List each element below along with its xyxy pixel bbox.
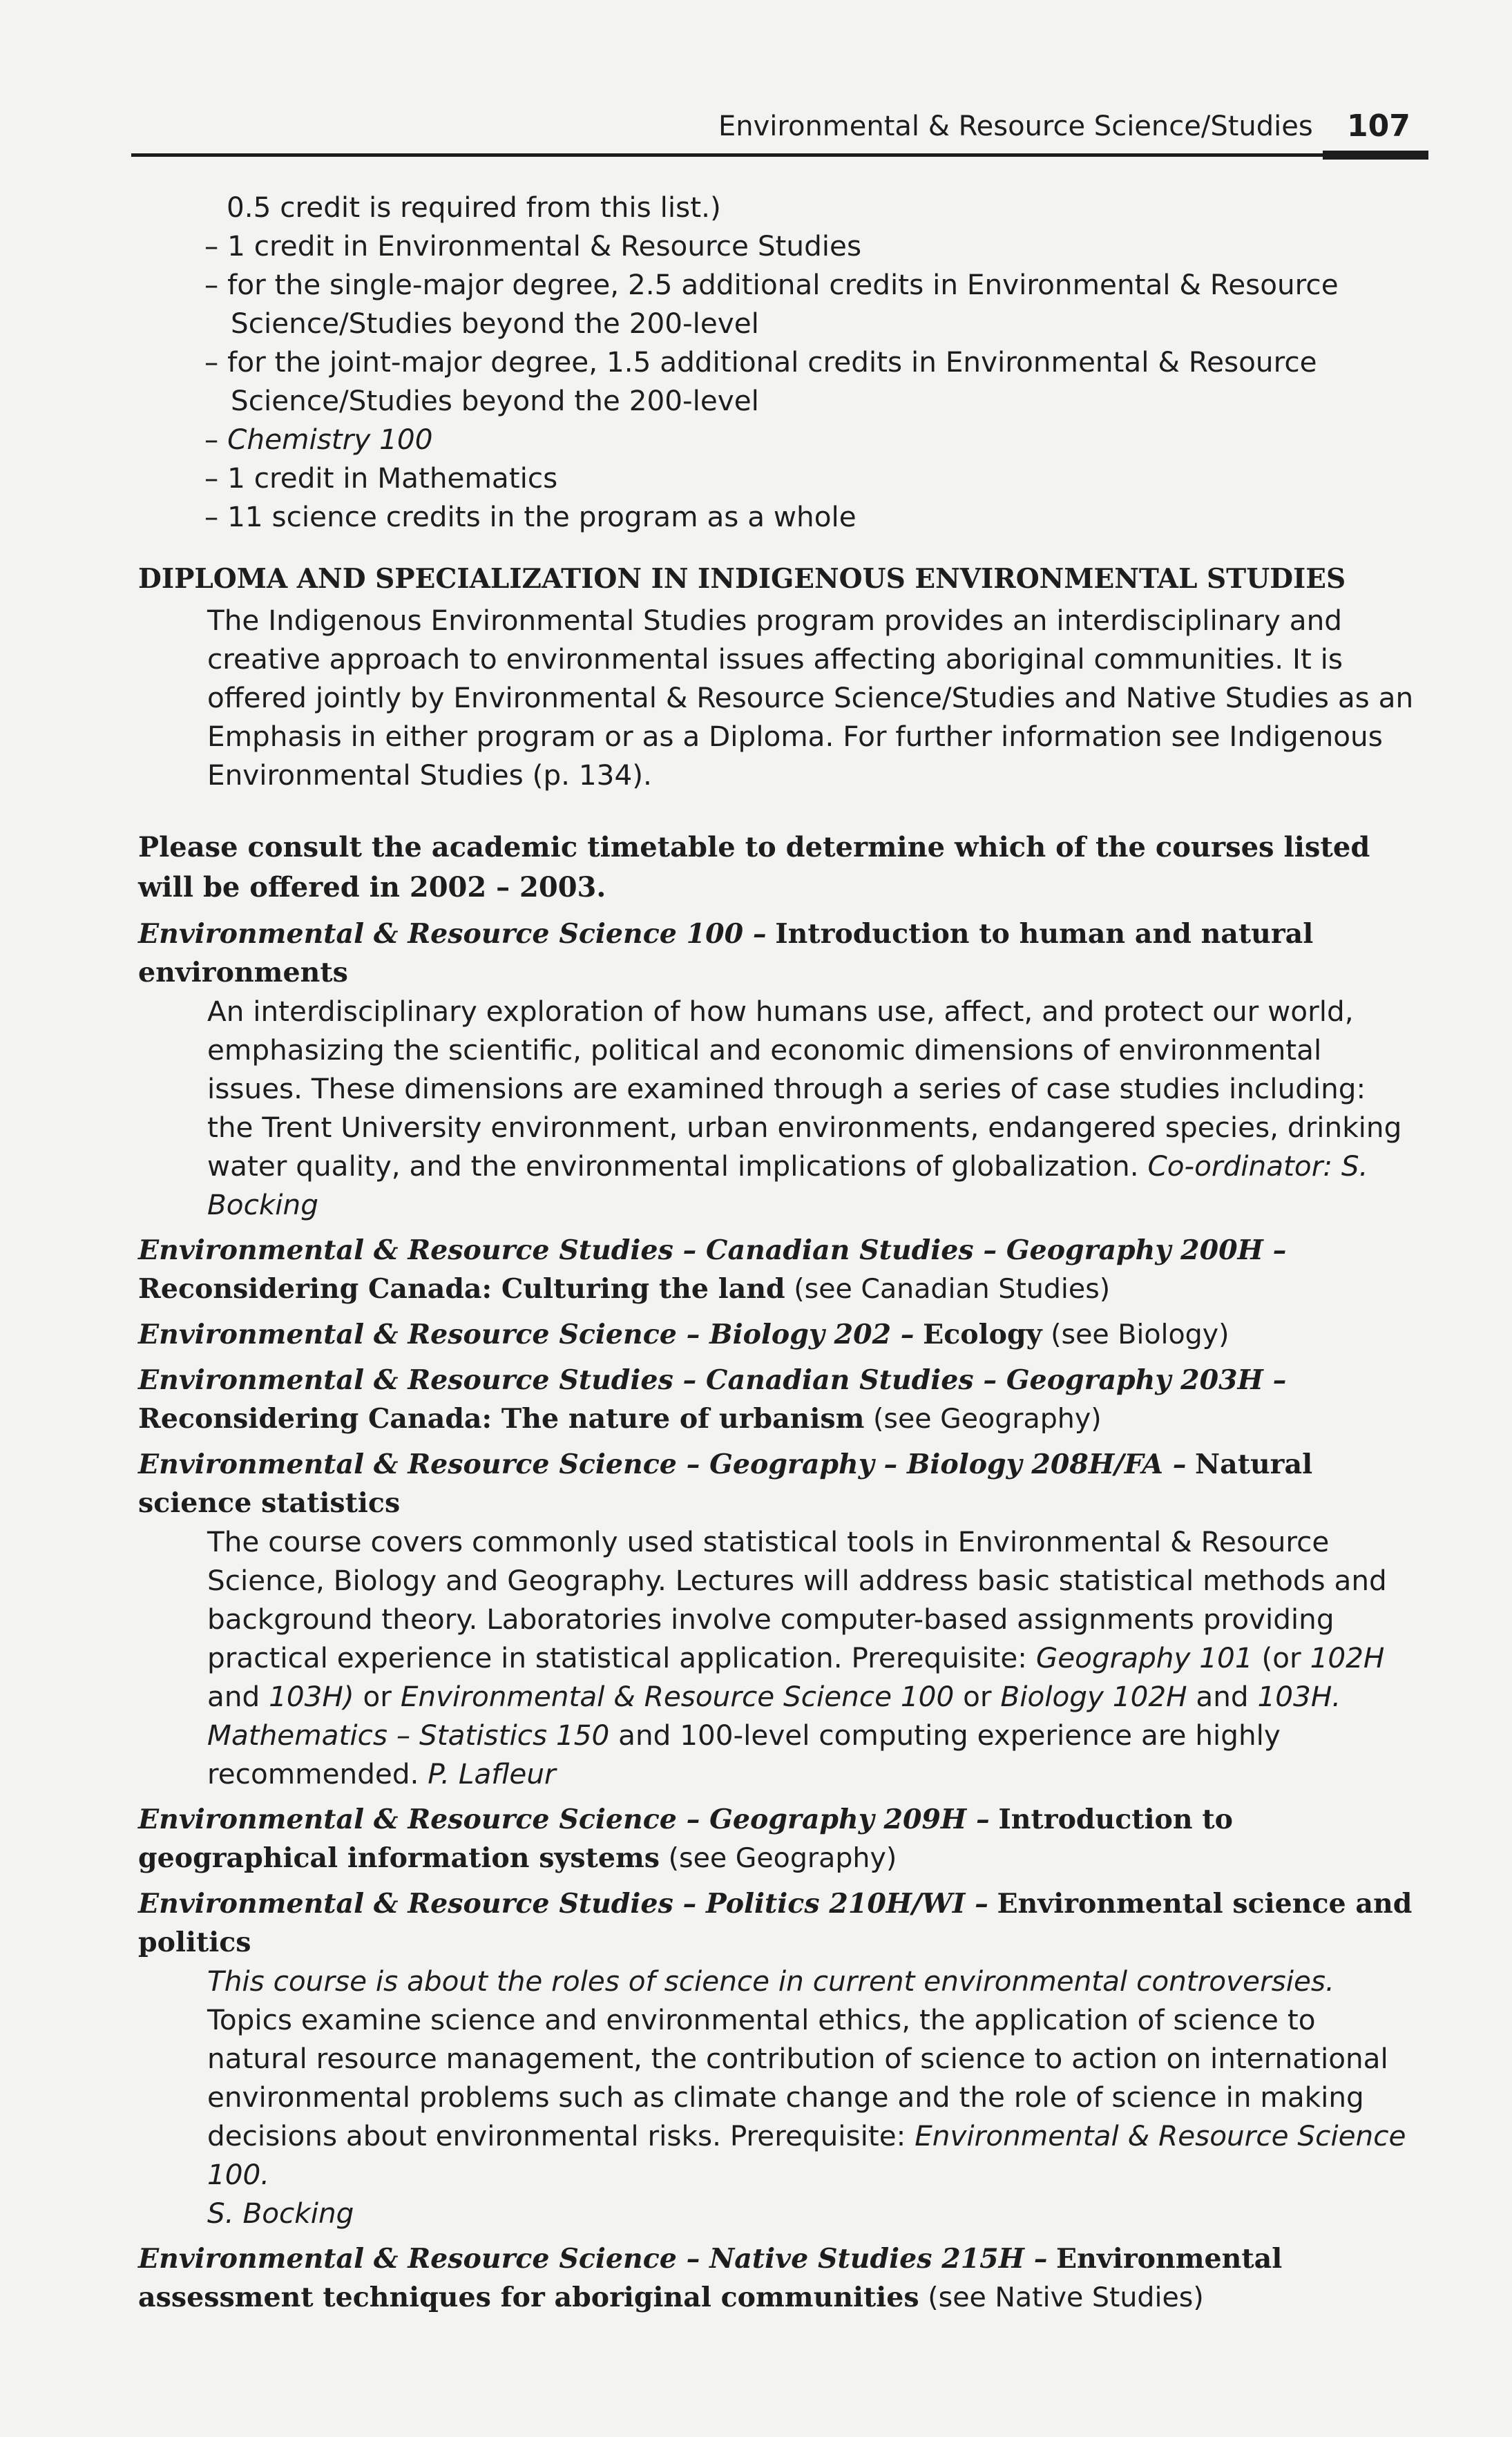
course-cross-reference: (see Geography): [872, 1403, 1102, 1435]
requirement-item: [204, 227, 1416, 265]
dash-mark: –: [204, 229, 219, 262]
course-subject: Reconsidering Canada: Culturing the land: [138, 1273, 785, 1305]
requirement-item: [204, 497, 1416, 536]
timetable-notice: Please consult the academic timetable to determine which of the courses listed will be offered in 2002 – 2003.: [138, 831, 1370, 904]
requirement-text: 1 credit in Environmental & Resource Studies: [227, 229, 862, 262]
course-heading: [138, 1800, 1416, 1877]
course-coordinator: Co-ordinator: S. Bocking: [207, 1149, 1368, 1221]
desc-part: Environmental & Resource Science 100: [400, 1680, 955, 1713]
requirement-text: 11 science credits in the program as a whole: [227, 500, 857, 533]
desc-part: This course is about the roles of science in current environmental controversies.: [207, 1965, 1334, 1998]
course-code: Environmental & Resource Science 100 –: [138, 918, 767, 950]
course-code: Environmental & Resource Science – Native Studies 215H –: [138, 2243, 1048, 2275]
desc-part: The course covers commonly used statistical tools in Environmental & Resource Science, Biology and Geography. Lectures will address basic statistical methods and background theory. Laboratories involve computer-based assignments providing practical experience in statistical application. Prerequisite:: [207, 1525, 1387, 1674]
dash-mark: –: [204, 461, 219, 495]
desc-part: 103H. Mathematics – Statistics 150: [207, 1680, 1341, 1752]
requirement-item: [204, 459, 1416, 497]
requirement-text: for the joint-major degree, 1.5 additional credits in Environmental & Resource Science/Studies beyond the 200-level: [227, 345, 1317, 417]
desc-part: and 100-level computing experience are highly recommended.: [207, 1719, 1281, 1790]
desc-part: Biology 102H: [1000, 1680, 1187, 1713]
requirement-item: [204, 420, 1416, 459]
course-subject: Introduction to human and natural environments: [138, 918, 1314, 988]
course-cross-reference: (see Native Studies): [928, 2282, 1204, 2313]
dash-mark: –: [204, 268, 219, 301]
dash-mark: –: [204, 500, 219, 533]
diploma-heading: DIPLOMA AND SPECIALIZATION IN INDIGENOUS ENVIRONMENTAL STUDIES: [138, 563, 1346, 595]
requirement-text: for the single-major degree, 2.5 additional credits in Environmental & Resource Science/Studies beyond the 200-level: [227, 268, 1339, 340]
course-description: [207, 992, 1416, 1224]
course-description: [207, 1962, 1416, 2233]
diploma-body: The Indigenous Environmental Studies program provides an interdisciplinary and creative approach to environmental issues affecting aboriginal communities. It is offered jointly by Environmental & Resource Science/Studies and Native Studies as an Emphasis in either program or as a Diploma. For further information see Indigenous Environmental Studies (p. 134).: [207, 604, 1414, 792]
header-rule-tab: [1323, 151, 1428, 160]
requirement-item: [204, 343, 1416, 420]
course-code: Environmental & Resource Science – Biology 202 –: [138, 1319, 915, 1350]
course-heading: [138, 1884, 1416, 1962]
desc-part: Geography 101: [1035, 1641, 1253, 1674]
course-heading: [138, 915, 1416, 992]
course-heading: [138, 1445, 1416, 1522]
course-heading: [138, 1361, 1416, 1438]
course-subject: Reconsidering Canada: The nature of urbanism: [138, 1403, 865, 1435]
course-instructor: P. Lafleur: [428, 1757, 556, 1790]
page-number: 107: [1347, 108, 1410, 144]
dash-mark: –: [204, 423, 219, 456]
header-rule: [131, 153, 1428, 157]
course-subject: Environmental science and politics: [138, 1888, 1413, 1958]
requirement-item: [204, 265, 1416, 343]
desc-part: or: [354, 1680, 401, 1713]
requirement-text: Chemistry 100: [227, 423, 433, 456]
desc-part: Topics examine science and environmental ethics, the application of science to natural resource management, the contribution of science to action on international environmental problems such as climate change and the role of science in making decisions about environmental risks. Prerequisite:: [207, 2003, 1388, 2152]
desc-part: (or: [1252, 1641, 1310, 1674]
course-heading: [138, 1231, 1416, 1308]
continuation-line: 0.5 credit is required from this list.): [227, 191, 721, 224]
course-description-text: An interdisciplinary exploration of how humans use, affect, and protect our world, emphasizing the scientific, political and economic dimensions of environmental issues. These dimensions are examined through a series of case studies including: the Trent University environment, urban environments, endangered species, drinking water quality, and the environmental implications of globalization.: [207, 995, 1402, 1183]
course-description: [207, 1522, 1416, 1793]
page-content: [138, 188, 1416, 2317]
desc-part: 102H: [1310, 1641, 1385, 1674]
course-subject: Introduction to geographical information systems: [138, 1804, 1233, 1874]
course-subject: Ecology: [923, 1319, 1042, 1350]
requirement-text: 1 credit in Mathematics: [227, 461, 558, 495]
course-prerequisite: Environmental & Resource Science 100.: [207, 2119, 1406, 2191]
dash-mark: –: [204, 345, 219, 379]
course-cross-reference: (see Biology): [1051, 1319, 1229, 1350]
course-subject: Environmental assessment techniques for aboriginal communities: [138, 2243, 1283, 2313]
desc-part: 103H): [269, 1680, 354, 1713]
desc-part: and: [207, 1680, 269, 1713]
course-subject: Natural science statistics: [138, 1449, 1313, 1519]
course-heading: [138, 2239, 1416, 2317]
course-code: Environmental & Resource Science – Geography – Biology 208H/FA –: [138, 1449, 1187, 1480]
course-code: Environmental & Resource Studies – Canadian Studies – Geography 200H –: [138, 1234, 1287, 1266]
running-header: [718, 102, 1409, 151]
course-cross-reference: (see Geography): [668, 1842, 897, 1874]
course-heading: [138, 1315, 1416, 1354]
course-code: Environmental & Resource Studies – Politics 210H/WI –: [138, 1888, 988, 1920]
course-code: Environmental & Resource Science – Geography 209H –: [138, 1804, 990, 1835]
course-cross-reference: (see Canadian Studies): [794, 1273, 1111, 1305]
course-code: Environmental & Resource Studies – Canadian Studies – Geography 203H –: [138, 1364, 1287, 1396]
desc-part: and: [1187, 1680, 1258, 1713]
desc-part: or: [954, 1680, 1001, 1713]
course-instructor: S. Bocking: [207, 2197, 354, 2230]
running-header-title: Environmental & Resource Science/Studies: [718, 111, 1313, 142]
